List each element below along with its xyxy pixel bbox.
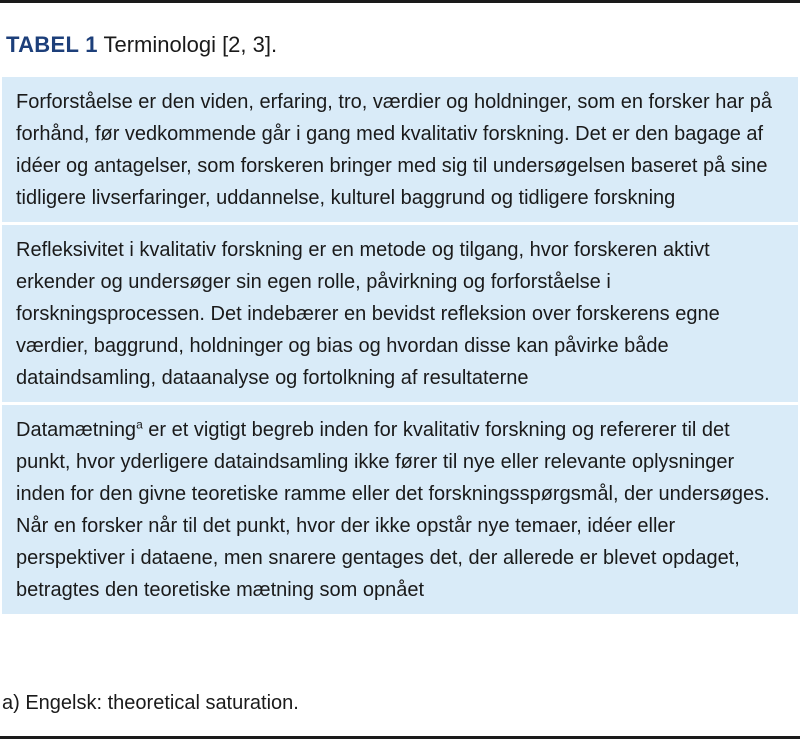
table-title: [6, 31, 277, 59]
table-row-refleksivitet: [2, 222, 798, 402]
table-label: TABEL 1: [6, 32, 98, 57]
footnote-marker: a: [136, 417, 143, 432]
table-footnote: a) Engelsk: theoretical saturation.: [2, 692, 299, 714]
bottom-rule: [0, 736, 800, 739]
row-term: Datamætning: [16, 419, 137, 441]
row-text: Forforståelse er den viden, erfaring, tro, værdier og holdninger, som en forsker har på forhånd, før vedkommende går i gang med kvalitativ forskning. Det er den bagage af idéer og antagelser, som forskeren bringer med sig til undersøgelsen baseret på sine tidligere livserfaringer, uddannelse, kulturel baggrund og tidligere forskning: [16, 91, 772, 209]
table-caption: Terminologi [2, 3].: [103, 32, 278, 57]
table-row-datamaetning: [2, 402, 798, 614]
table-row-forforstaaelse: [2, 77, 798, 222]
top-rule: [0, 0, 800, 3]
terminology-table: [2, 77, 798, 614]
row-text: Refleksivitet i kvalitativ forskning er en metode og tilgang, hvor forskeren aktivt erkender og undersøger sin egen rolle, påvirkning og forforståelse i forskningsprocessen. Det indebærer en bevidst refleksion over forskerens egne værdier, baggrund, holdninger og bias og hvordan disse kan påvirke både dataindsamling, dataanalyse og fortolkning af resultaterne: [16, 239, 720, 389]
row-text: er et vigtigt begreb inden for kvalitativ forskning og refererer til det punkt, hvor yderligere dataindsamling ikke fører til nye eller relevante oplysninger inden for den givne teoretiske ramme eller det forskningsspørgsmål, der undersøges. Når en forsker når til det punkt, hvor der ikke opstår nye temaer, idéer eller perspektiver i dataene, men snarere gentages det, der allerede er blevet opdaget, betragtes den teoretiske mætning som opnået: [16, 419, 770, 601]
